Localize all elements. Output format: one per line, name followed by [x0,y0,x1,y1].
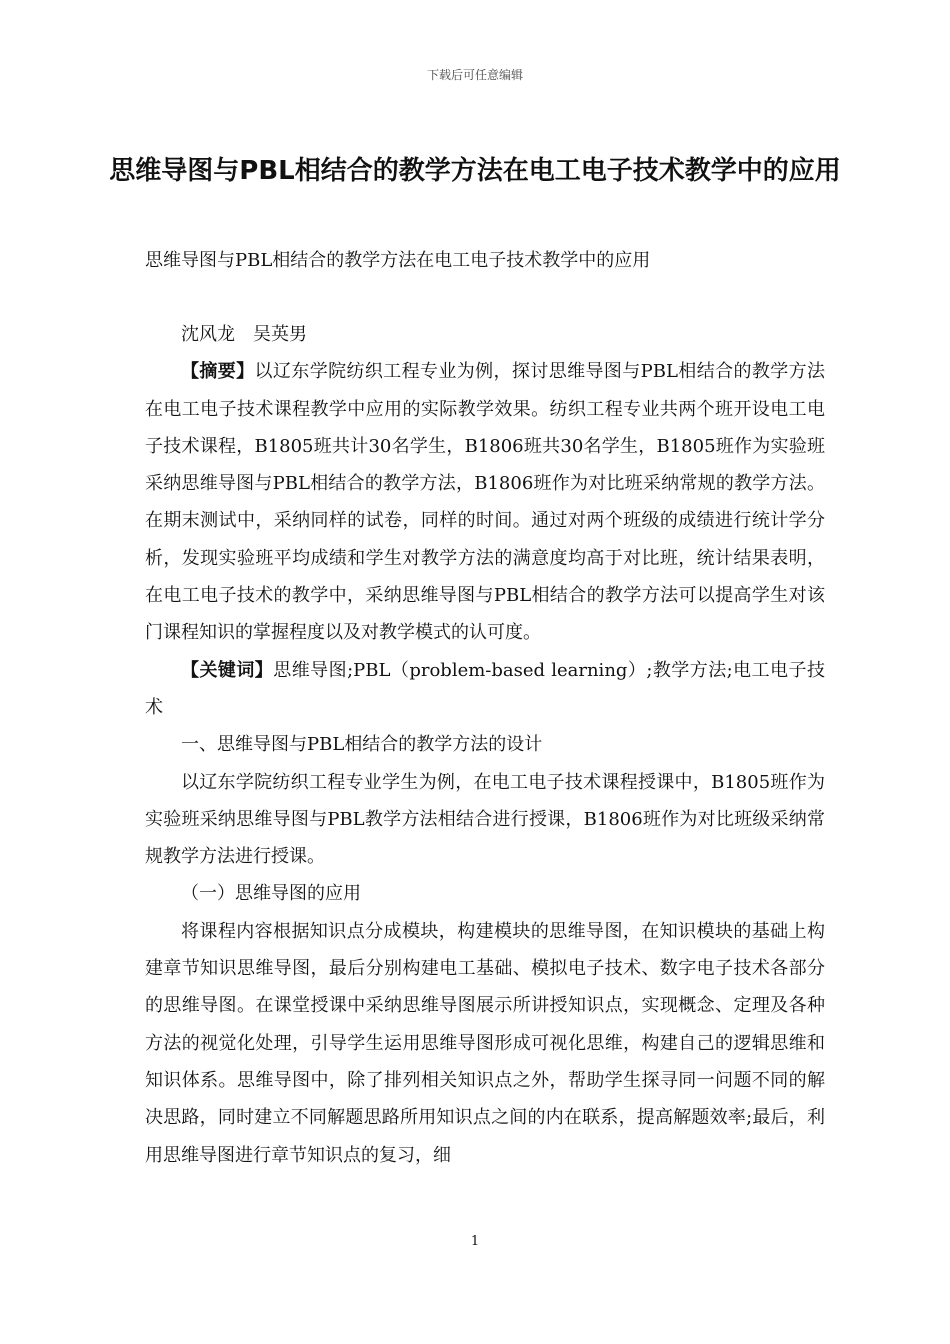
section-heading: 一、思维导图与PBL相结合的教学方法的设计 [181,734,543,756]
keywords-text: 思维导图;PBL（problem-based learning）;教学方法;电工电子技术 [145,659,825,718]
abstract-label: 【摘要】 [181,361,255,383]
keywords-paragraph [145,652,825,727]
header-note: 下载后可任意编辑 [426,68,523,82]
authors: 沈风龙 吴英男 [181,324,307,345]
abstract-paragraph [145,353,825,651]
document-body [145,316,825,1174]
document-subtitle: 思维导图与PBL相结合的教学方法在电工电子技术教学中的应用 [145,250,651,271]
abstract-text: 以辽东学院纺织工程专业为例，探讨思维导图与PBL相结合的教学方法在电工电子技术课程教学中应用的实际教学效果。纺织工程专业共两个班开设电工电子技术课程，B1805班共计30名学生，B1806班共30名学生，B1805班作为实验班采纳思维导图与PBL相结合的教学方法，B1806班作为对比班采纳常规的教学方法。在期末测试中，采纳同样的试卷，同样的时间。通过对两个班级的成绩进行统计学分析，发现实验班平均成绩和学生对教学方法的满意度均高于对比班，统计结果表明，在电工电子技术的教学中，采纳思维导图与PBL相结合的教学方法可以提高学生对该门课程知识的掌握程度以及对教学模式的认可度。 [145,361,825,644]
section-paragraph: 以辽东学院纺织工程专业学生为例，在电工电子技术课程授课中，B1805班作为实验班采纳思维导图与PBL教学方法相结合进行授课，B1806班作为对比班级采纳常规教学方法进行授课。 [145,771,825,868]
subsection-heading: （一）思维导图的应用 [181,883,361,905]
keywords-label: 【关键词】 [181,659,274,681]
subsection-paragraph: 将课程内容根据知识点分成模块，构建模块的思维导图，在知识模块的基础上构建章节知识思维导图，最后分别构建电工基础、模拟电子技术、数字电子技术各部分的思维导图。在课堂授课中采纳思维导图展示所讲授知识点，实现概念、定理及各种方法的视觉化处理，引导学生运用思维导图形成可视化思维，构建自己的逻辑思维和知识体系。思维导图中，除了排列相关知识点之外，帮助学生探寻同一问题不同的解决思路，同时建立不同解题思路所用知识点之间的内在联系，提高解题效率;最后，利用思维导图进行章节知识点的复习，细 [145,920,825,1166]
document-title: 思维导图与PBL相结合的教学方法在电工电子技术教学中的应用 [109,156,841,186]
page-number: 1 [470,1234,480,1249]
